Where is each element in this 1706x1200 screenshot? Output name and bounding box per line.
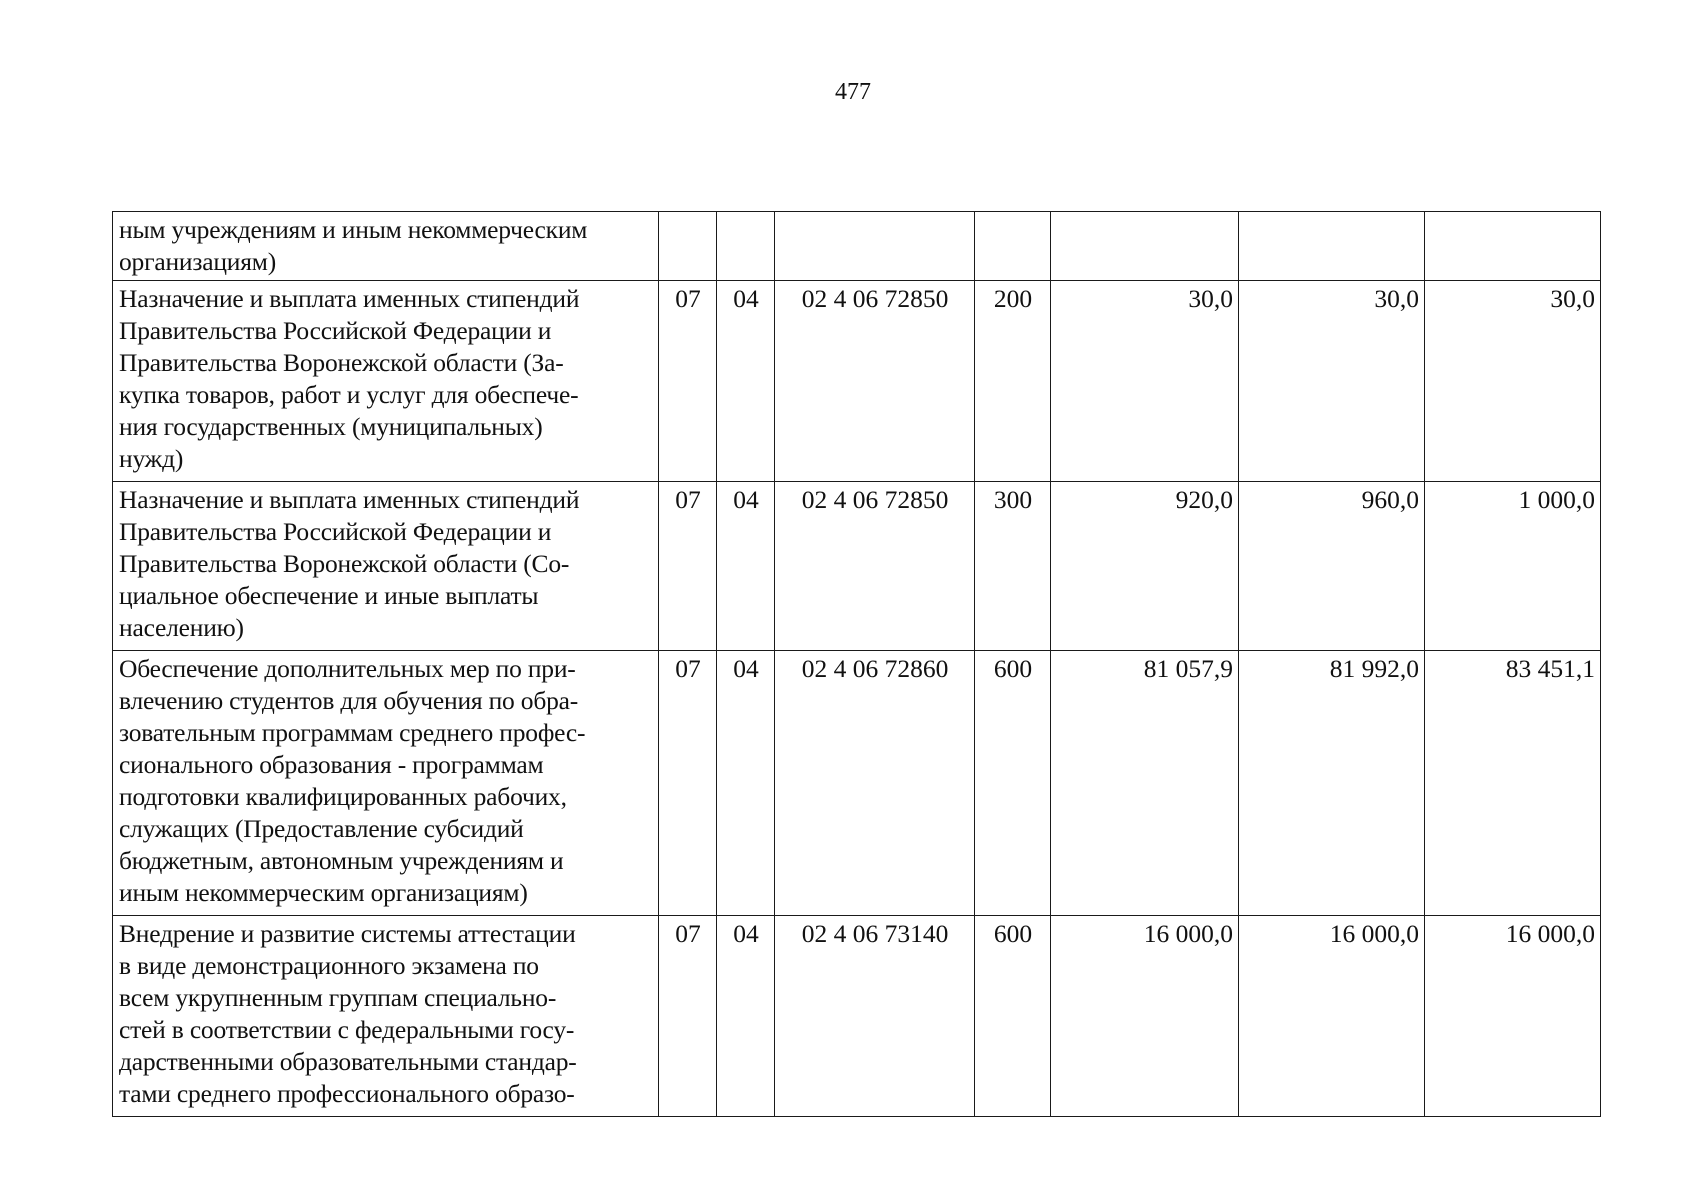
cell-amount-year1: 920,0 — [1051, 482, 1239, 651]
cell-amount-year2: 81 992,0 — [1239, 651, 1425, 916]
cell-amount-year2: 16 000,0 — [1239, 916, 1425, 1117]
cell-expense-type: 300 — [975, 482, 1051, 651]
cell-expense-type — [975, 212, 1051, 281]
table-row — [113, 482, 1601, 651]
cell-amount-year1: 16 000,0 — [1051, 916, 1239, 1117]
cell-subsection: 04 — [717, 916, 775, 1117]
cell-description: Назначение и выплата именных стипендий Правительства Российской Федерации и Правительства Воронежской области (За- купка товаров, работ и услуг для обеспече- ния государственных (муниципальных) нужд) — [113, 281, 659, 482]
cell-section — [659, 212, 717, 281]
cell-description: Назначение и выплата именных стипендий Правительства Российской Федерации и Правительства Воронежской области (Со- циальное обеспечение и иные выплаты населению) — [113, 482, 659, 651]
cell-amount-year2: 960,0 — [1239, 482, 1425, 651]
budget-table — [112, 211, 1601, 1117]
table-row — [113, 281, 1601, 482]
cell-target-article: 02 4 06 72850 — [775, 281, 975, 482]
page-number: 477 — [835, 79, 871, 105]
cell-amount-year2 — [1239, 212, 1425, 281]
cell-description: ным учреждениям и иным некоммерческим организациям) — [113, 212, 659, 281]
cell-section: 07 — [659, 482, 717, 651]
cell-amount-year3: 83 451,1 — [1425, 651, 1601, 916]
cell-amount-year2: 30,0 — [1239, 281, 1425, 482]
cell-subsection: 04 — [717, 482, 775, 651]
cell-description: Внедрение и развитие системы аттестации в виде демонстрационного экзамена по всем укрупненным группам специально- стей в соответствии с федеральными госу- дарственными образовательными стандар- тами среднего профессионального образо- — [113, 916, 659, 1117]
cell-amount-year3 — [1425, 212, 1601, 281]
cell-amount-year1: 30,0 — [1051, 281, 1239, 482]
cell-subsection: 04 — [717, 651, 775, 916]
cell-amount-year3: 1 000,0 — [1425, 482, 1601, 651]
cell-expense-type: 600 — [975, 651, 1051, 916]
cell-amount-year1: 81 057,9 — [1051, 651, 1239, 916]
table-row — [113, 212, 1601, 281]
cell-target-article: 02 4 06 73140 — [775, 916, 975, 1117]
cell-section: 07 — [659, 916, 717, 1117]
cell-expense-type: 600 — [975, 916, 1051, 1117]
table-row — [113, 651, 1601, 916]
table-row — [113, 916, 1601, 1117]
cell-target-article — [775, 212, 975, 281]
cell-expense-type: 200 — [975, 281, 1051, 482]
cell-target-article: 02 4 06 72860 — [775, 651, 975, 916]
cell-amount-year1 — [1051, 212, 1239, 281]
cell-subsection — [717, 212, 775, 281]
cell-section: 07 — [659, 651, 717, 916]
cell-subsection: 04 — [717, 281, 775, 482]
cell-amount-year3: 30,0 — [1425, 281, 1601, 482]
cell-description: Обеспечение дополнительных мер по при- влечению студентов для обучения по обра- зовательным программам среднего профес- сионального образования - программам подготовки квалифицированных рабочих, служащих (Предоставление субсидий бюджетным, автономным учреждениям и иным некоммерческим организациям) — [113, 651, 659, 916]
cell-section: 07 — [659, 281, 717, 482]
cell-target-article: 02 4 06 72850 — [775, 482, 975, 651]
cell-amount-year3: 16 000,0 — [1425, 916, 1601, 1117]
